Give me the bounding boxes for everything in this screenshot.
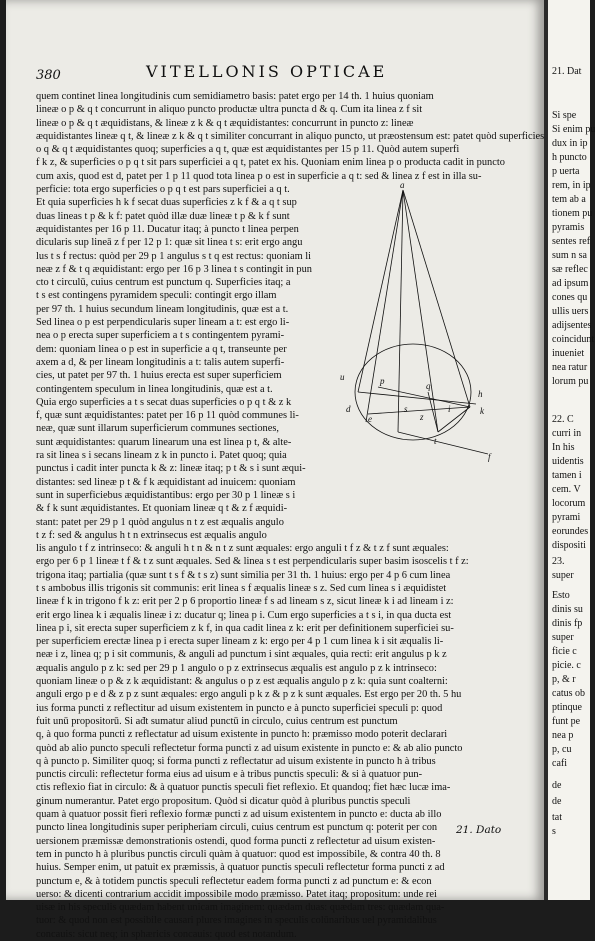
chord-dk	[358, 392, 476, 404]
left-page	[6, 0, 545, 940]
facing-page-line: cones qu	[552, 292, 588, 303]
catchword: 21. Dato	[456, 824, 502, 836]
label-u: u	[340, 372, 345, 382]
text-line: dem: quoniam linea o p est in superficie a q t, transeunte per	[36, 343, 287, 355]
facing-page-line: sum n sa	[552, 250, 587, 261]
text-line: o q & q t æquidistantes quoq; superficies a q t, quæ est æquidistantes per 15 p 11. Quòd autem superfi	[36, 144, 460, 156]
facing-page-line: lorum pu	[552, 376, 589, 387]
text-line: cto t circulū, cuius centrum est punctum q. Superficies itaq; a	[36, 277, 291, 289]
label-t: t	[434, 436, 437, 446]
text-line: t z f: sed & angulus h t n extrinsecus est æqualis angulo	[36, 529, 267, 541]
text-line: quem continet linea longitudinis cum semidiametro basis: patet ergo per 14 th. 1 huius quoniam	[36, 91, 434, 102]
running-title: VITELLONIS OPTICAE	[146, 62, 388, 81]
facing-page-line: p, & r	[552, 674, 576, 685]
facing-page-line: h puncto	[552, 152, 587, 163]
facing-page-line: adijsentes	[552, 320, 592, 331]
label-z: z	[420, 412, 424, 422]
facing-page-line: super	[552, 632, 574, 643]
facing-page-line: Si spe	[552, 110, 577, 121]
facing-page-line: coincidunt	[552, 334, 595, 345]
facing-page-line: funt pe	[552, 716, 581, 727]
facing-page-line: uidentis	[552, 456, 584, 467]
text-line: Sed linea o p est perpendicularis super lineam a t: est ergo li-	[36, 317, 290, 329]
facing-page-line: 23.	[552, 556, 565, 567]
cone-line	[403, 190, 438, 432]
text-line: ra sit linea s i secans lineam z k in puncto i. Patet quoq; quia	[36, 450, 287, 462]
facing-page-line: tat	[552, 812, 562, 823]
facing-page-line: ullis uers	[552, 306, 589, 317]
page-number: 380	[36, 68, 61, 83]
text-line: erit ergo linea k i æqualis lineæ i z: ducatur q; linea p i. Cum ergo superficies a t s i, in qua ducta est	[36, 609, 452, 621]
text-line: duas lineas t p & k f: patet quòd illæ duæ lineæ t p & k f sunt	[36, 210, 290, 222]
text-line: punctum e, & à totidem punctis speculi reflectetur eadem forma puncti z ad punctum e: & econ	[36, 875, 432, 887]
text-line: neæ i z, linea q; p i sit communis, & anguli ad punctum i sint æquales, quia recti: erit angulus p k z	[36, 649, 447, 661]
chord-e	[368, 407, 470, 414]
facing-page-edge	[548, 0, 595, 900]
text-line: fuit unū propositorū. Si ađt sumatur aliud punctū in circulo, cuius centrum est punctum	[36, 715, 398, 727]
text-line: sunt æquidistantes: quarum linearum una est linea p t, & alte-	[36, 436, 292, 448]
facing-page-line: 21. Dat	[552, 66, 582, 77]
text-line: ctis reflexio fiat in circulo: & à quatuor punctis speculi fiet reflexio. Et quandoq; fiet hæc lucæ ima-	[36, 782, 451, 794]
facing-page-line: Si enim pu	[552, 124, 595, 135]
text-line: lis angulo t f z intrinseco: & anguli h t n & n t z sunt æquales: ergo anguli t f z & t z f sunt æquales:	[36, 543, 449, 555]
facing-page-line: ad ipsum	[552, 278, 589, 289]
facing-page-line: ficie c	[552, 646, 577, 657]
text-line: lus t s f rectus: quòd per 29 p 1 angulus s t q est rectus: quoniam li	[36, 250, 312, 262]
facing-page-line: In his	[552, 442, 575, 453]
facing-page-line: de	[552, 780, 562, 791]
facing-page-line: tamen i	[552, 470, 582, 481]
cone-line-2	[366, 190, 403, 422]
text-line: quòd ab alio puncto speculi reflectetur forma puncti z ad uisum existente in puncto e: & ab alio puncto	[36, 742, 463, 754]
facing-page-line: 22. C	[552, 414, 574, 425]
cone-edge-right	[403, 190, 470, 407]
text-line: lineæ f k in trigono f k z: erit per 2 p 6 proportio lineæ f s ad lineam s z, sicut lineæ k i ad lineam i z:	[36, 596, 454, 608]
text-line: punctus i cadit inter puncta k & z: lineæ itaq; p t & s i sunt æqui-	[36, 463, 306, 475]
facing-page-line: de	[552, 796, 562, 807]
text-line: dicularis sup lineā z f per 12 p 1: quæ sit linea t s: erit ergo angu	[36, 237, 303, 249]
label-d: d	[346, 404, 351, 414]
facing-page-line: super	[552, 570, 574, 581]
cone-edge-left	[358, 190, 403, 392]
text-line: æqualis angulo p z k: sed per 29 p 1 angulo o p z extrinsecus æqualis est angulo p z k intrinseco:	[36, 662, 437, 674]
text-line: neæ, quæ sunt illarum superficierum communes sectiones,	[36, 423, 279, 435]
text-line: uerso: & dicenti contrarium accidit impossibile modo præmisso. Patet itaq; propositum: unde rei	[36, 888, 437, 900]
text-line: cum axis, quod est d, patet per 1 p 11 quod tota linea p o est in superficie a q t: sed & linea z f est in illa su-	[36, 170, 482, 182]
text-line: uersionem præmissæ demonstrationis ostendi, quod forma puncti z reflectetur ad uisum existen-	[36, 835, 436, 847]
facing-page-line: dux in ip	[552, 138, 588, 149]
text-line: t s est contingens pyramidem speculi: contingit ergo illam	[36, 290, 277, 302]
facing-page-line: rem, in ip	[552, 180, 591, 191]
facing-page-line: sentes ref	[552, 236, 591, 247]
facing-page-line: nea p	[552, 730, 574, 741]
text-line: perficie: tota ergo superficies o p q t est pars superficiei a q t.	[36, 184, 290, 196]
text-line: lineæ o p & q t æquidistans, & lineæ z k & q t æquidistantes: concurrunt in puncto z: lineæ	[36, 117, 414, 129]
text-line: q, à quo forma puncti z reflectatur ad uisum existente in puncto h: præmisso modo poterit declarari	[36, 729, 448, 741]
facing-page-line: pyrami	[552, 512, 581, 523]
facing-page-line: tem ab a	[552, 194, 586, 205]
text-line: per superficiem erectæ linea p i erecta super lineam z k: ergo per 4 p 1 cum linea k i sit æqualis li-	[36, 636, 444, 648]
label-i: i	[448, 404, 451, 414]
facing-page-line: p uerta	[552, 166, 580, 177]
label-e: e	[368, 414, 372, 424]
text-line: æquidistantes per 16 p 11. Ducatur itaq; à puncto t linea perpen	[36, 223, 299, 235]
facing-page-line: inueniet	[552, 348, 585, 359]
facing-page-line: s	[552, 826, 556, 837]
text-line: trigona itaq; partialia (quæ sunt t s f & t s z) sunt similia per 31 th. 1 huius: ergo per 4 p 6 cum linea	[36, 569, 451, 581]
label-f: f	[488, 452, 491, 462]
label-q: q	[426, 381, 431, 391]
text-line: linea p i, sit erecta super superficiem z k f, in qua cadit linea z k: erit per definitionem superficiei su-	[36, 622, 454, 634]
cone-axis	[398, 190, 403, 432]
text-line: quam à quatuor possit fieri reflexio formæ puncti z ad uisum existentem in puncto e: ducta ab illo	[36, 809, 442, 821]
text-line: & f k sunt æquidistantes. Et quoniam lineæ q t & z f æquidi-	[36, 503, 288, 515]
label-s: s	[404, 404, 408, 414]
text-line: distantes: sed lineæ p t & f k æquidistant ad inuicem: quoniam	[36, 476, 296, 488]
text-line: Et quia superficies h k f secat duas superficies z k f & a q t sup	[36, 197, 297, 209]
text-line: per 97 th. 1 huius secundum lineam longitudinis, quæ est a t.	[36, 303, 289, 315]
geometric-figure	[338, 182, 508, 462]
facing-page-line: curri in	[552, 428, 582, 439]
text-line: stant: patet per 29 p 1 quòd angulus n t z est æqualis angulo	[36, 516, 284, 528]
facing-page-line: ptinque	[552, 702, 582, 713]
label-h: h	[478, 389, 483, 399]
text-line: puncto linea longitudinis super peripheriam circuli, cuius centrum est punctum q: poterit per con	[36, 822, 438, 834]
label-k: k	[480, 406, 484, 416]
label-p: p	[380, 376, 385, 386]
text-line: æquidistantes lineæ q t, & lineæ z k & q t similiter concurrant in aliquo puncto, ut præostensum est: patet quòd superficies	[36, 130, 545, 142]
text-line: uisæ in his speculis quædam habent unicam imaginem: quædam duas: quædam tres: quædam qua-	[36, 902, 445, 914]
facing-page-line: dinis su	[552, 604, 583, 615]
label-a: a	[400, 180, 405, 190]
text-line: punctis circuli: reflectetur forma eius ad uisum e à tribus punctis speculi: & si à quatuor pun-	[36, 769, 423, 781]
facing-page-line: tionem pu	[552, 208, 593, 219]
body-text-top	[36, 90, 545, 196]
line-t-k	[438, 407, 470, 432]
facing-page-line: dispositi	[552, 540, 586, 551]
text-line: neæ z f & t q æquidistant: ergo per 16 p 3 linea t s contingit in pun	[36, 263, 312, 275]
text-line: cies, ut patet per 97 th. 1 huius erecta est super superficiem	[36, 370, 282, 382]
body-text-bottom	[36, 542, 536, 941]
facing-page-line: eorundes	[552, 526, 589, 537]
facing-page-line: nea ratur	[552, 362, 588, 373]
text-line: contingentem speculum in linea longitudinis, quæ est a t.	[36, 383, 273, 395]
text-line: t s ambobus illis trigonis sit communis: erit linea s f æqualis lineæ s z. Sed cum linea s i æquidistet	[36, 582, 447, 594]
text-line: tuor: & quod non est possibile causari plures imagines in speculis colūnaribus uel pyramidalibus	[36, 915, 437, 927]
text-line: ergo per 6 p 1 lineæ t f & t z sunt æquales. Sed & linea s t est perpendicularis super basim isoscelis t f z:	[36, 556, 469, 568]
text-line: f, quæ sunt æquidistantes: patet per 16 p 11 quòd communes li-	[36, 410, 299, 422]
facing-page-line: Esto	[552, 590, 570, 601]
text-line: ius forma puncti z reflectitur ad uisum existentem in puncto e à puncto superficiei speculi p: quod	[36, 702, 443, 714]
facing-page-line: catus ob	[552, 688, 586, 699]
text-line: ginum numerantur. Patet ergo propositum. Quòd si dicatur quòd à pluribus punctis speculi	[36, 795, 411, 807]
text-line: sunt in superficiebus æquidistantibus: ergo per 30 p 1 lineæ s i	[36, 489, 296, 501]
chord-p	[378, 387, 470, 407]
text-line: f k z, & superficies o p q t sit pars superficiei a q t, patet ex his. Quoniam enim linea p o producta cadit in puncto	[36, 157, 505, 169]
text-line: q à puncto p. Similiter quoq; si forma puncti z reflectatur ad uisum existente in puncto h à tribus	[36, 755, 436, 767]
facing-page-line: cem. V	[552, 484, 581, 495]
facing-page-line: p, cu	[552, 744, 572, 755]
text-line: huius. Semper enim, ut patuit ex præmissis, à quatuor punctis speculi reflectetur forma puncti z ad	[36, 862, 445, 874]
text-line: lineæ o p & q t concurrunt in aliquo puncto productæ ultra puncta d & q. Cum ita linea z f sit	[36, 104, 423, 116]
page-header	[36, 62, 536, 88]
facing-page-line: sæ reflec	[552, 264, 588, 275]
base-circle	[355, 344, 471, 440]
tangent-tf	[398, 432, 488, 454]
facing-page-line: dinis fp	[552, 618, 583, 629]
text-line: anguli ergo p e d & z p z sunt æquales: ergo anguli p k z & p z k sunt æquales. Est ergo per 20 th. 5 hu	[36, 689, 462, 701]
facing-page-line: cafi	[552, 758, 567, 769]
text-line: concauis: sicut neq; in sphæricis concauis: quod est notandum.	[36, 928, 297, 940]
text-line: quoniam lineæ o p & z k æquidistant: & angulus o p z est æqualis angulo p z k: quia sunt coalterni:	[36, 676, 448, 688]
facing-page-line: pyramis	[552, 222, 585, 233]
text-line: axem a d, & per lineam longitudinis a t: talis autem superfi-	[36, 356, 285, 368]
text-line: nea o p erecta super superficiem a t s contingentem pyrami-	[36, 330, 285, 342]
text-line: Quia ergo superficies a t s secat duas superficies o p q t & z k	[36, 396, 292, 408]
facing-page-line: locorum	[552, 498, 586, 509]
text-line: tem in puncto h à pluribus punctis circuli quàm à quatuor: quod est impossibile, & contra 40 th. 8	[36, 848, 441, 860]
facing-page-line: picie. c	[552, 660, 581, 671]
